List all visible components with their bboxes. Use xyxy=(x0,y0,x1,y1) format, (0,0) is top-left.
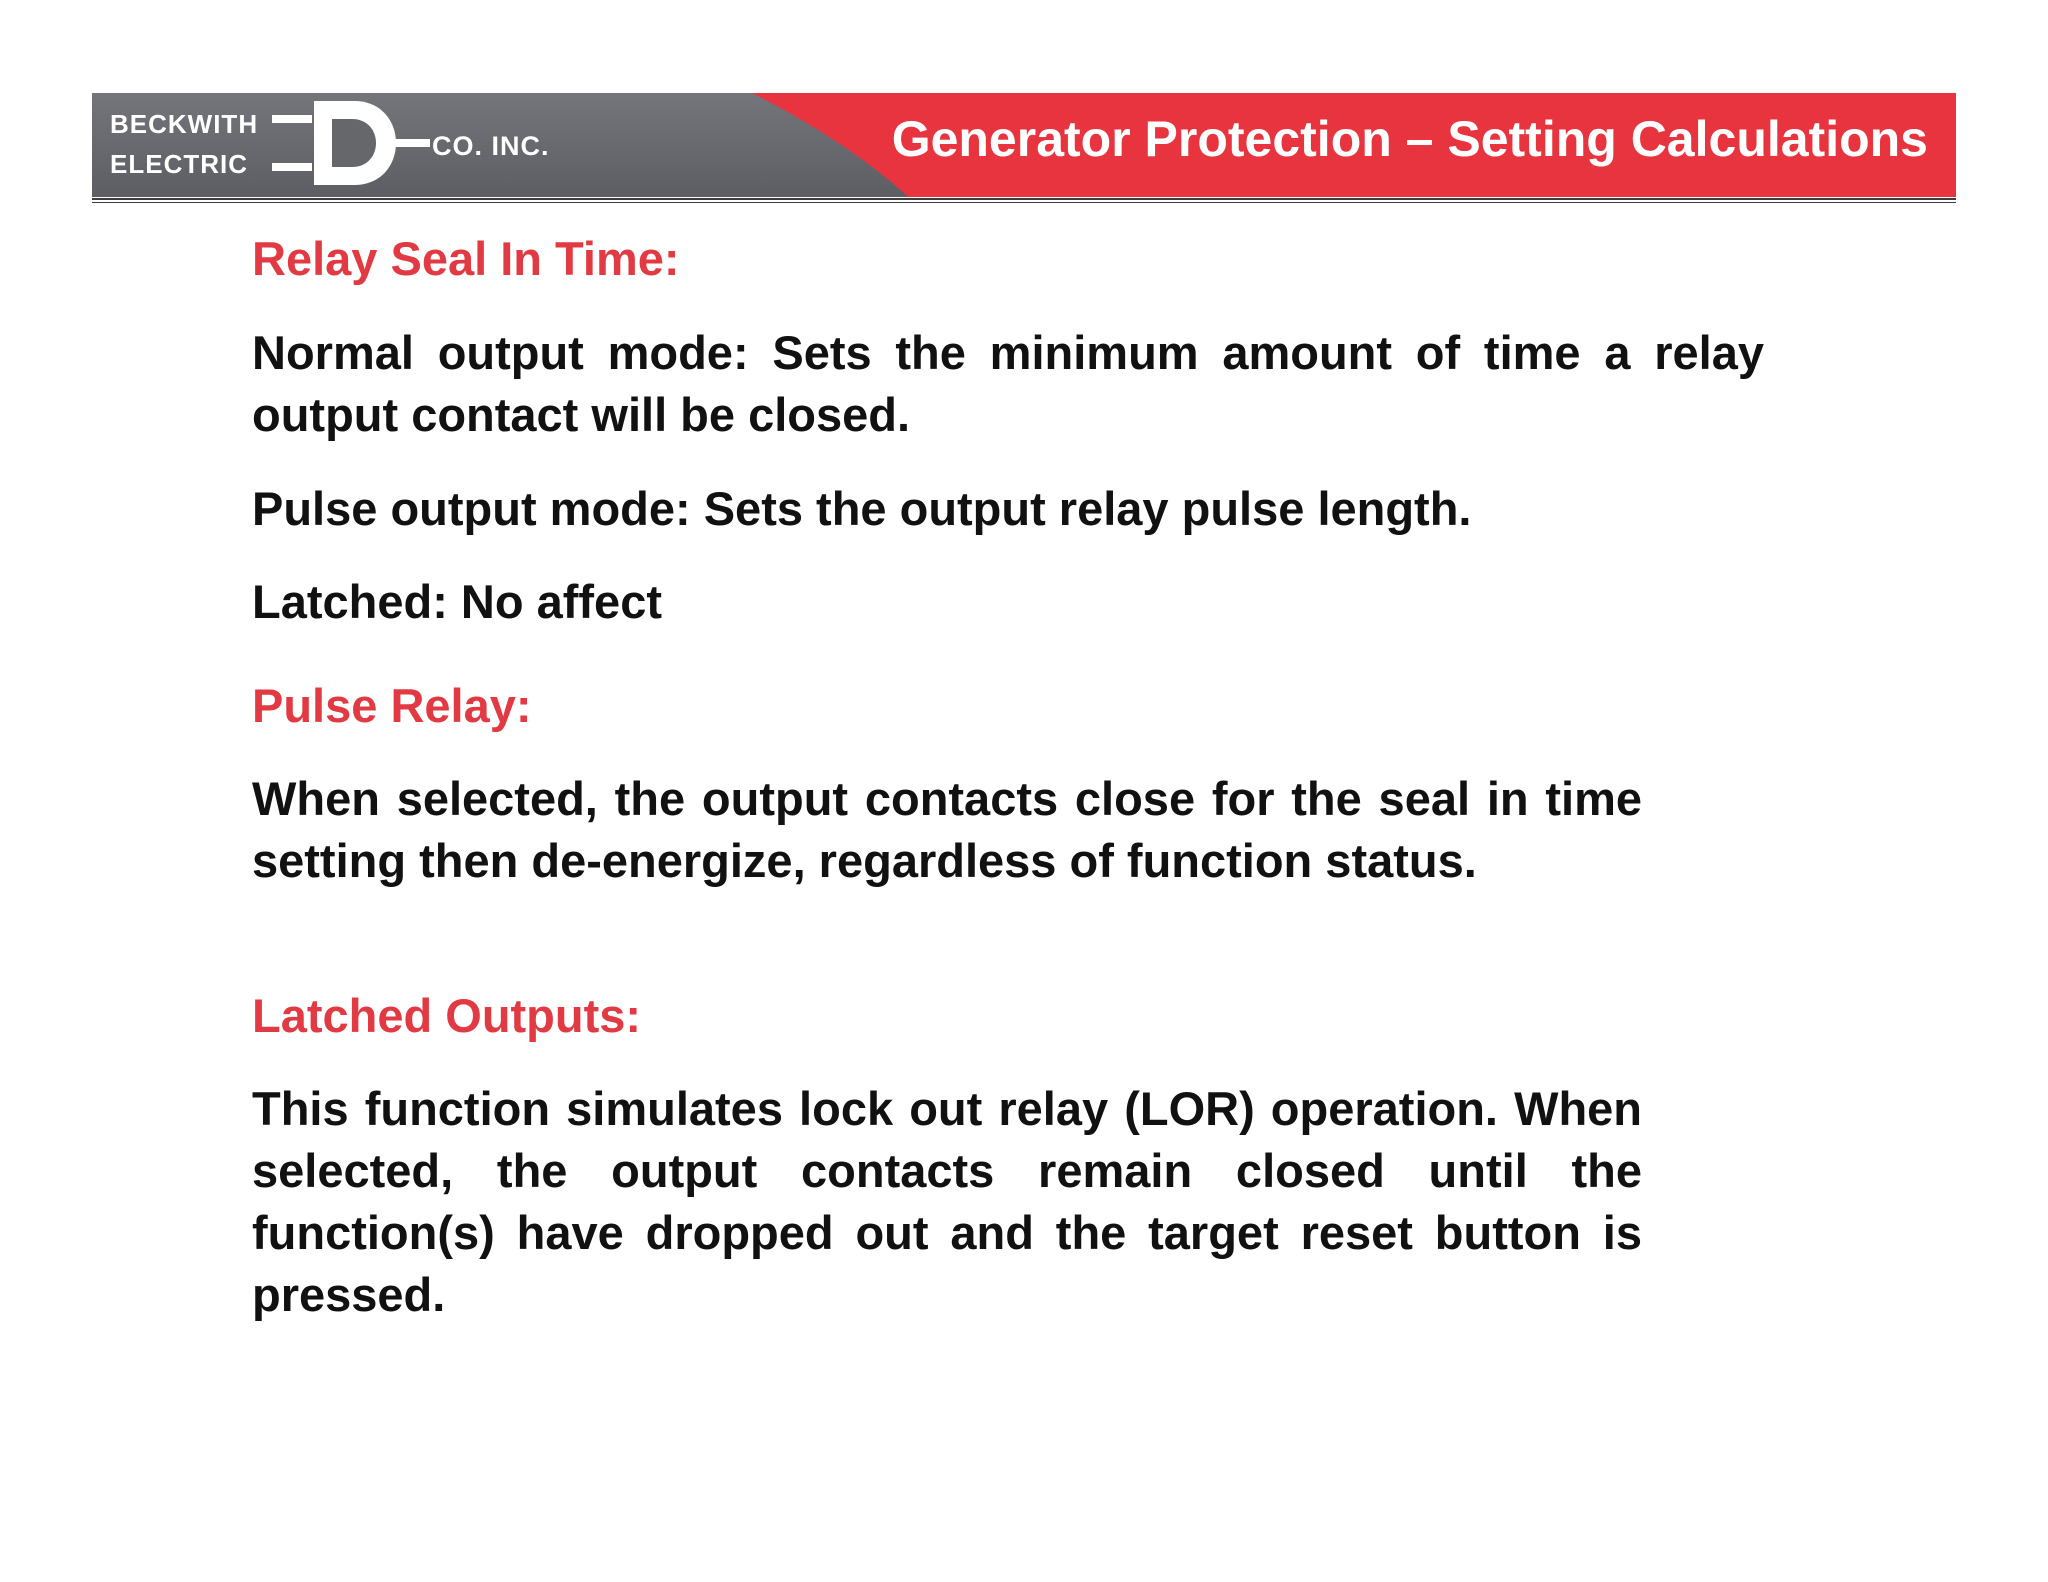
paragraph-normal-output-mode: Normal output mode: Sets the minimum amount of time a relay output contact will be closed. xyxy=(252,326,1764,441)
paragraph-pulse-output-mode: Pulse output mode: Sets the output relay pulse length. xyxy=(252,482,1472,535)
page-title: Generator Protection – Setting Calculations xyxy=(891,111,1928,167)
logo-line-co-inc: CO. INC. xyxy=(432,131,550,161)
header-banner xyxy=(92,93,1956,197)
section-heading-pulse-relay: Pulse Relay: xyxy=(252,679,532,732)
paragraph-latched-outputs: This function simulates lock out relay (LOR) operation. When selected, the output contacts remain closed until the function(s) have dropped out and the target reset button is pressed. xyxy=(252,1082,1642,1321)
logo-line-electric: ELECTRIC xyxy=(110,149,248,179)
logo-line-beckwith: BECKWITH xyxy=(110,109,259,139)
section-heading-latched-outputs: Latched Outputs: xyxy=(252,989,642,1042)
header-divider-thin xyxy=(92,202,1956,203)
paragraph-pulse-relay: When selected, the output contacts close for the seal in time setting then de-energize, regardless of function status. xyxy=(252,772,1642,887)
paragraph-latched: Latched: No affect xyxy=(252,575,662,628)
section-heading-relay-seal-in-time: Relay Seal In Time: xyxy=(252,232,680,285)
company-logo xyxy=(92,93,652,197)
header-divider xyxy=(92,198,1956,200)
